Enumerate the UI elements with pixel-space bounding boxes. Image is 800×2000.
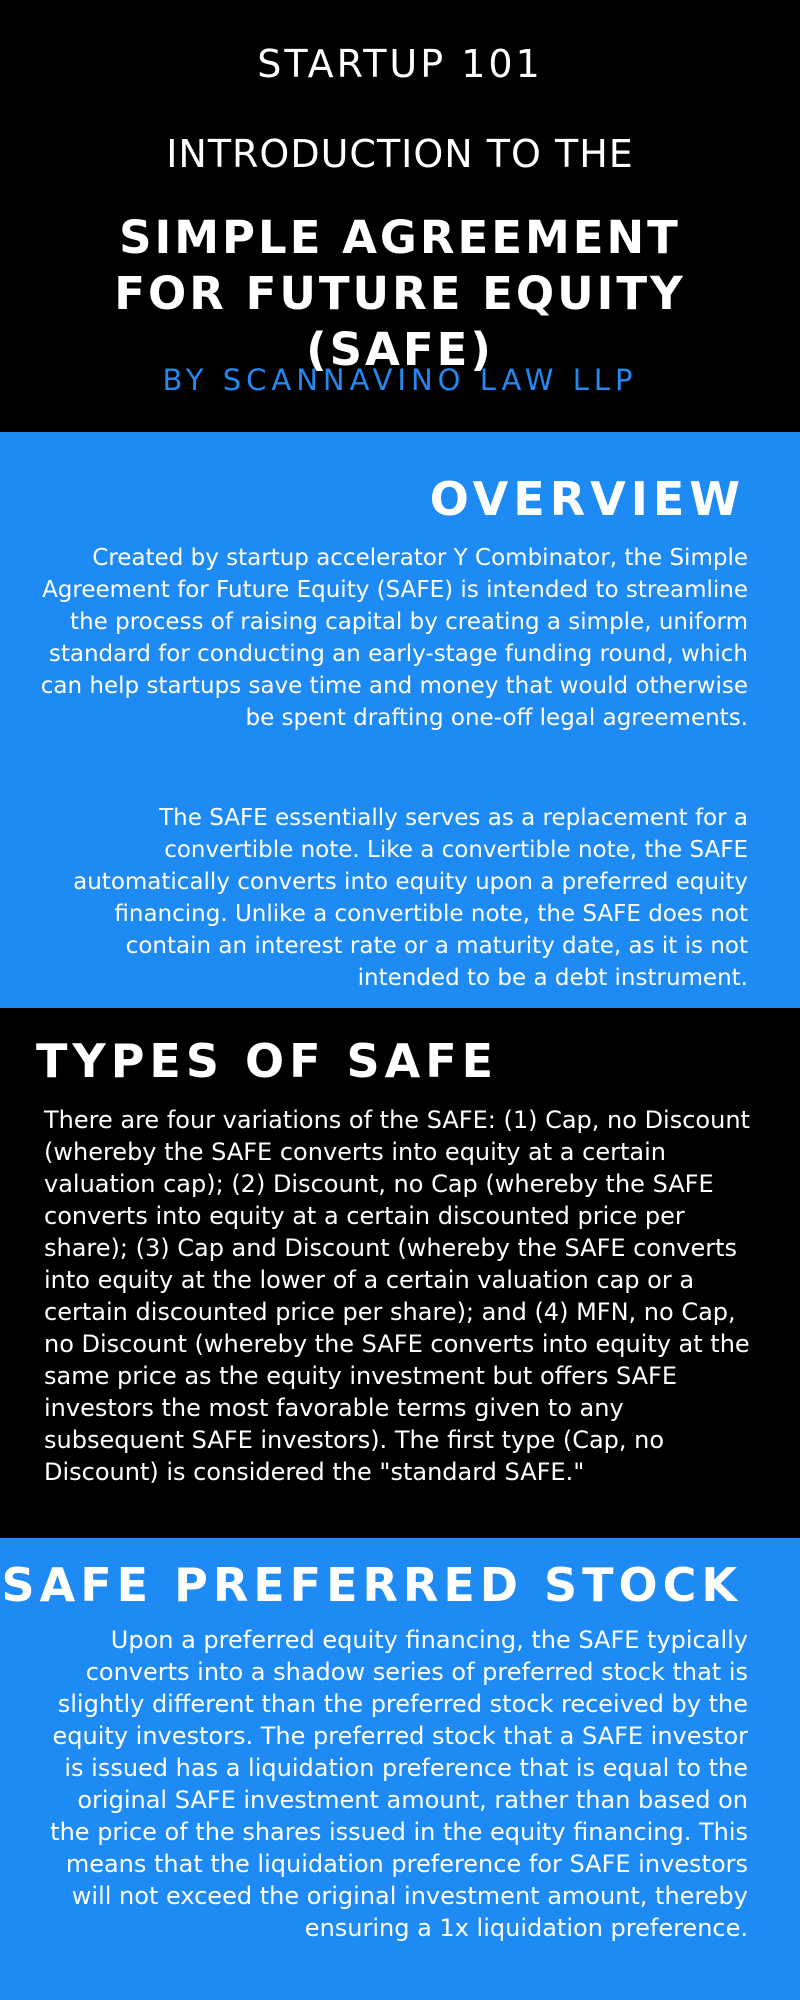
preferred-stock-heading: SAFE PREFERRED STOCK	[1, 1558, 742, 1612]
overview-paragraph-2: The SAFE essentially serves as a replacement for a convertible note. Like a convertible note, the SAFE automatically converts into equity upon a preferred equity financing. Unlike a convertible note, the SAFE does not contain an interest rate or a maturity date, as it is not intended to be a debt instrument.	[73, 805, 748, 991]
overview-paragraph-1: Created by startup accelerator Y Combinator, the Simple Agreement for Future Equity (SAFE) is intended to streamline the process of raising capital by creating a simple, uniform standard for conducting an early-stage funding round, which can help startups save time and money that would otherwise be spent drafting one-off legal agreements.	[40, 545, 748, 731]
kicker-text: STARTUP 101	[257, 42, 543, 86]
byline: BY SCANNAVINO LAW LLP	[162, 363, 638, 397]
overview-heading: OVERVIEW	[429, 472, 745, 526]
types-paragraph: There are four variations of the SAFE: (1) Cap, no Discount (whereby the SAFE converts into equity at a certain valuation cap); (2) Discount, no Cap (whereby the SAFE converts into equity at a certain discounted price per share); (3) Cap and Discount (whereby the SAFE converts into equity at the lower of a certain valuation cap or a certain discounted price per share); and (4) MFN, no Cap, no Discount (whereby the SAFE converts into equity at the same price as the equity investment but offers SAFE investors the most favorable terms given to any subsequent SAFE investors). The first type (Cap, no Discount) is considered the "standard SAFE."	[44, 1106, 750, 1486]
page-title: SIMPLE AGREEMENT FOR FUTURE EQUITY (SAFE)	[114, 211, 686, 376]
preferred-stock-section	[0, 1538, 800, 2000]
preferred-stock-paragraph: Upon a preferred equity financing, the SAFE typically converts into a shadow series of preferred stock that is slightly different than the preferred stock received by the equity investors. The preferred stock that a SAFE investor is issued has a liquidation preference that is equal to the original SAFE investment amount, rather than based on the price of the shares issued in the equity financing. This means that the liquidation preference for SAFE investors will not exceed the original investment amount, thereby ensuring a 1x liquidation preference.	[50, 1626, 748, 1942]
subkicker-text: INTRODUCTION TO THE	[166, 132, 634, 176]
types-heading: TYPES OF SAFE	[36, 1034, 499, 1088]
overview-section	[0, 432, 800, 1008]
header-section	[0, 0, 800, 432]
types-section	[0, 1008, 800, 1538]
